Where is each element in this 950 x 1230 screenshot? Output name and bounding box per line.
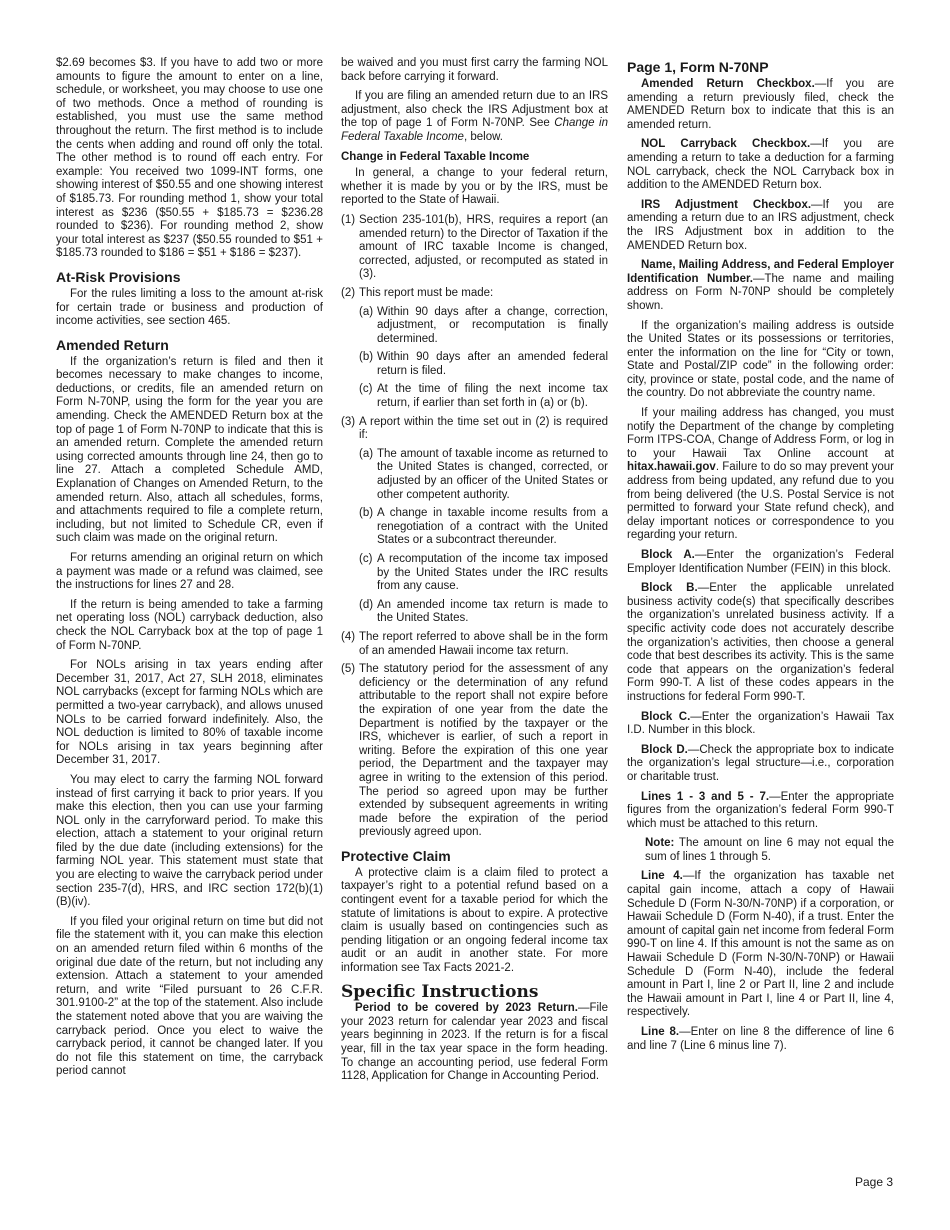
irs-adjustment-paragraph (341, 90, 608, 144)
list-item-text: The report referred to above shall be in the form of an amended Hawaii income tax return. (359, 630, 608, 657)
nol-checkbox-label: NOL Carryback Checkbox. (641, 138, 811, 151)
irs-adjustment-text: If you are filing an amended return due to an IRS adjustment, also check the IRS Adjustment box at the top of page 1 of Form N-70NP. See (341, 90, 608, 130)
line4-label: Line 4. (641, 870, 683, 883)
list-item (341, 631, 608, 658)
note-label: Note: (645, 837, 675, 850)
amended-paragraph-3: If the return is being amended to take a farming net operating loss (NOL) carryback deduction, also check the NOL Carryback box at the top of page 1 of Form N-70NP. (56, 598, 323, 652)
outside-us-paragraph: If the organization’s mailing address is outside the United States or its possessions or territories, enter the information on the line for “City or town, State and Postal/ZIP code” in the following order: city, province or state, postal code, and the name of the country. Do not abbreviate the country name. (627, 319, 894, 400)
address-changed-paragraph (627, 407, 894, 543)
list-item-number: (2) (341, 286, 356, 299)
list-subitem (359, 599, 608, 626)
list-subitem (359, 383, 608, 410)
period-label: Period to be covered by 2023 Return. (355, 1002, 578, 1015)
column-3 (627, 57, 894, 1059)
irs-adjustment-reference: Change in Federal Taxable Income (341, 117, 609, 143)
list-subitem (359, 351, 608, 378)
list-item-text: Within 90 days after an amended federal return is filed. (377, 351, 608, 377)
irs-checkbox-paragraph (627, 199, 894, 253)
list-item-number: (5) (341, 663, 356, 676)
line8-paragraph (627, 1026, 894, 1053)
block-d-label: Block D. (641, 743, 688, 756)
rounding-paragraph: $2.69 becomes $3. If you have to add two or more amounts to figure the amount to enter on a line, schedule, or worksheet, you may choose to use one of two methods. Once a method of rounding is established, you must use the same method throughout the return. The first method is to include the cents when adding and round off only the total. The other method is to round off each entry. For example: You received two 1099-INT forms, one showing interest of $50.55 and one showing interest of $185.73. For rounding method 1, show your total interest as $236 ($50.55 + $185.73 = $236.28 rounded to $236). For rounding method 2, show your total interest as $237 ($50.55 rounded to $51 + $185.73 rounded to $186 = $51 + $186 = $237). (56, 57, 323, 260)
amended-paragraph-2: For returns amending an original return on which a payment was made or a refund was claimed, see the instructions for lines 27 and 28. (56, 552, 323, 592)
list-item-text: The amount of taxable income as returned to the United States is changed, corrected, or adjusted by an officer of the United States or other competent authority. (377, 447, 608, 501)
hitax-link[interactable]: hitax.hawaii.gov (627, 461, 716, 474)
line4-text: —If the organization has taxable net capital gain income, attach a copy of Hawaii Schedule D (Form N-30/N-70NP) if a corporation, or Hawaii Schedule D (Form N-40), if a trust. Enter the amount of capital gain net income from federal Form 990-T on line 4. If this amount is not the same as on Hawaii Schedule D (Form N-30/N-70NP) or Hawaii Schedule D (Form N-40), include the federal amount in Part I, line 2 or Part II, line 2 and include the Hawaii amount in Part I, line 4 or Part II, line 4, respectively. (627, 870, 894, 1019)
continued-paragraph: be waived and you must first carry the farming NOL back before carrying it forward. (341, 57, 608, 83)
page1-heading: Page 1, Form N-70NP (627, 59, 769, 75)
column-2 (341, 57, 608, 1090)
name-address-paragraph (627, 259, 894, 313)
address-changed-text: If your mailing address has changed, you must notify the Department of the change by completing Form ITPS-COA, Change of Address Form, or log in to your Hawaii Tax Online account at (627, 407, 894, 460)
amended-paragraph-4: For NOLs arising in tax years ending after December 31, 2017, Act 27, SLH 2018, eliminates NOL carrybacks (except for farming NOLs which are permitted a two-year carryback), and allows unused NOLs to be carried forward indefinitely. Also, the NOL deduction is limited to 80% of taxable income for NOLs arising in tax years beginning after December 31, 2017. (56, 659, 323, 767)
list-item-text: This report must be made: (359, 286, 494, 299)
line8-label: Line 8. (641, 1026, 680, 1038)
line8-text: —Enter on line 8 the difference of line 6 and line 7 (Line 6 minus line 7). (627, 1026, 894, 1052)
list-item-number: (b) (359, 351, 374, 364)
change-intro-paragraph: In general, a change to your federal return, whether it is made by you or by the IRS, must be reported to the State of Hawaii. (341, 167, 608, 207)
list-item-number: (a) (359, 305, 374, 318)
block-b-label: Block B. (641, 582, 698, 595)
list-item-number: (3) (341, 415, 356, 428)
list-item-number: (d) (359, 598, 374, 611)
amended-paragraph-6: If you filed your original return on time but did not file the statement with it, you can make this election on an amended return filed within 6 months of the original due date of the return, but not including any extension. Attach a statement to your amended return, and write “Filed pursuant to 26 C.F.R. 301.9100-2” at the top of the statement. Also include the statement noted above that you are waiving the carryback period. Once you elect to waive the carryback period, it cannot be changed later. If you do not file this statement on time, the carryback period cannot (56, 915, 323, 1078)
protective-claim-heading: Protective Claim (341, 847, 451, 864)
amended-checkbox-label: Amended Return Checkbox. (641, 78, 815, 90)
nol-checkbox-text: —If you are amending a return to take a deduction for a farming NOL carryback, check the NOL Carryback box in addition to the AMENDED Return box. (627, 138, 894, 192)
lines-paragraph (627, 791, 894, 832)
lines-label: Lines 1 - 3 and 5 - 7. (641, 790, 770, 803)
irs-checkbox-text: —If you are amending a return due to an IRS adjustment, check the IRS Adjustment box in addition to the AMENDED Return box. (627, 198, 894, 252)
list-item-number: (1) (341, 213, 356, 226)
block-b-paragraph (627, 582, 894, 704)
list-item-number: (a) (359, 447, 374, 460)
list-item (341, 214, 608, 282)
amended-return-heading: Amended Return (56, 336, 169, 353)
list-subitem (359, 553, 608, 594)
nol-checkbox-paragraph (627, 138, 894, 192)
list-item-text: A recomputation of the income tax imposed by the United States under the IRC results from any cause. (377, 553, 608, 593)
at-risk-heading: At-Risk Provisions (56, 268, 181, 285)
page-number: Page 3 (855, 1175, 894, 1189)
line4-paragraph (627, 870, 894, 1020)
at-risk-paragraph: For the rules limiting a loss to the amount at-risk for certain trade or business and production of income activities, see section 465. (56, 287, 323, 328)
list-item (341, 416, 608, 443)
block-c-text: —Enter the organization’s Hawaii Tax I.D. Number in this block. (627, 710, 894, 737)
lines-text: —Enter the appropriate figures from the organization’s federal Form 990-T which must be attached to this return. (627, 790, 894, 830)
block-c-paragraph (627, 711, 894, 738)
list-item-text: Section 235-101(b), HRS, requires a report (an amended return) to the Director of Taxation if the amount of IRC taxable Income is changed, corrected, adjusted, or recomputed as stated in (3). (359, 213, 608, 281)
list-subitem (359, 448, 608, 502)
amended-checkbox-text: —If you are amending a return previously filed, check the AMENDED Return box to indicate that this is an amended return. (627, 78, 894, 131)
change-federal-heading: Change in Federal Taxable Income (341, 150, 530, 163)
specific-instructions-heading: Specific Instructions (341, 981, 539, 1002)
list-item-number: (4) (341, 630, 356, 643)
block-a-paragraph (627, 549, 894, 576)
list-subitem (359, 306, 608, 347)
amended-paragraph-5: You may elect to carry the farming NOL forward instead of first carrying it back to prior years. If you make this election, then you can use your farming NOL only in the carryforward period. To make this election, attach a statement to your original return filed by the due date (including extensions) for the farming NOL year. This statement must state that you are electing to waive the carryback period under section 235-7(d), HRS, and IRC section 172(b)(1)(B)(iv). (56, 773, 323, 909)
block-a-text: —Enter the organization’s Federal Employer Identification Number (FEIN) in this block. (627, 549, 894, 575)
block-b-text: —Enter the applicable unrelated business activity code(s) that specifically describes the organization’s unrelated business activity. If a specific activity code does not accurately describe the organization’s activities, then choose a general code that best describes its activity. This is the same code that appears on the organization’s federal Form 990-T. A list of these codes appears in the instructions for federal Form 990-T. (627, 582, 894, 703)
period-text: —File your 2023 return for calendar year 2023 and fiscal years beginning in 2023. If the return is for a fiscal year, fill in the tax year space in the form heading. To change an accounting period, use federal Form 1128, Application for Change in Accounting Period. (341, 1002, 608, 1083)
block-d-text: —Check the appropriate box to indicate the organization’s legal structure—i.e., corporation or charitable trust. (627, 743, 894, 783)
list-item (341, 287, 608, 301)
list-item-text: At the time of filing the next income tax return, if earlier than set forth in (a) or (b). (377, 383, 608, 410)
list-item-number: (c) (359, 383, 373, 396)
block-d-paragraph (627, 744, 894, 785)
amended-paragraph-1: If the organization’s return is filed and then it becomes necessary to make changes to income, deductions, or credits, file an amended return on Form N-70NP, using the form for the year you are amending. Check the AMENDED Return box at the top of page 1 of Form N-70NP to indicate that this is an amended return. Complete the amended return using corrected amounts through line 24, then go to line 27. Attach a completed Schedule AMD, Explanation of Changes on Amended Return, to the amended return. Also, attach all schedules, forms, and attachments required to file a complete return, including, but not limited to Schedule CR, even if such claim was made on the original return. (56, 355, 323, 545)
block-c-label: Block C. (641, 710, 691, 723)
protective-claim-paragraph: A protective claim is a claim filed to protect a taxpayer’s right to a potential refund based on a contingent event for a taxable period for which the statute of limitations is about to expire. A protective claim is usually based on contingencies such as pending litigation or an ongoing federal income tax audit or an audit in another state. For more information see Tax Facts 2021-2. (341, 866, 608, 975)
block-a-label: Block A. (641, 549, 695, 561)
list-item-text: An amended income tax return is made to the United States. (377, 598, 608, 625)
list-item-text: A report within the time set out in (2) is required if: (359, 415, 608, 442)
list-item-number: (c) (359, 553, 373, 565)
list-item-text: Within 90 days after a change, correction, adjustment, or recomputation is finally determined. (377, 305, 608, 345)
list-item-number: (b) (359, 507, 374, 520)
note-paragraph (645, 837, 894, 864)
amended-checkbox-paragraph (627, 78, 894, 132)
address-changed-text-end: . Failure to do so may prevent your address from being updated, any refund due to you from being delivered (the U.S. Postal Service is not permitted to forward your State refund check), and delay important notices or correspondence to you regarding your return. (627, 461, 894, 542)
column-1 (56, 57, 323, 1085)
list-subitem (359, 507, 608, 548)
irs-adjustment-end: , below. (463, 130, 503, 143)
note-text: The amount on line 6 may not equal the sum of lines 1 through 5. (645, 837, 894, 863)
list-item (341, 663, 608, 840)
list-item-text: A change in taxable income results from a renegotiation of a contract with the United States or a subcontract thereunder. (377, 507, 608, 547)
period-paragraph (341, 1002, 608, 1084)
name-address-label: Name, Mailing Address, and Federal Employer Identification Number. (627, 259, 894, 285)
irs-checkbox-label: IRS Adjustment Checkbox. (641, 198, 812, 211)
name-address-text: —The name and mailing address on Form N-70NP should be completely shown. (627, 272, 894, 312)
list-item-text: The statutory period for the assessment of any deficiency or the determination of any refund attributable to the report shall not expire before the expiration of one year from the date the Department is notified by the taxpayer or the IRS, whichever is earlier, of such a report in writing. Before the expiration of this one year period, the Department and the taxpayer may agree in writing to the extension of this period. The period so agreed upon may be further extended by subsequent agreements in writing made before the expiration of the period previously agreed upon. (359, 663, 608, 839)
